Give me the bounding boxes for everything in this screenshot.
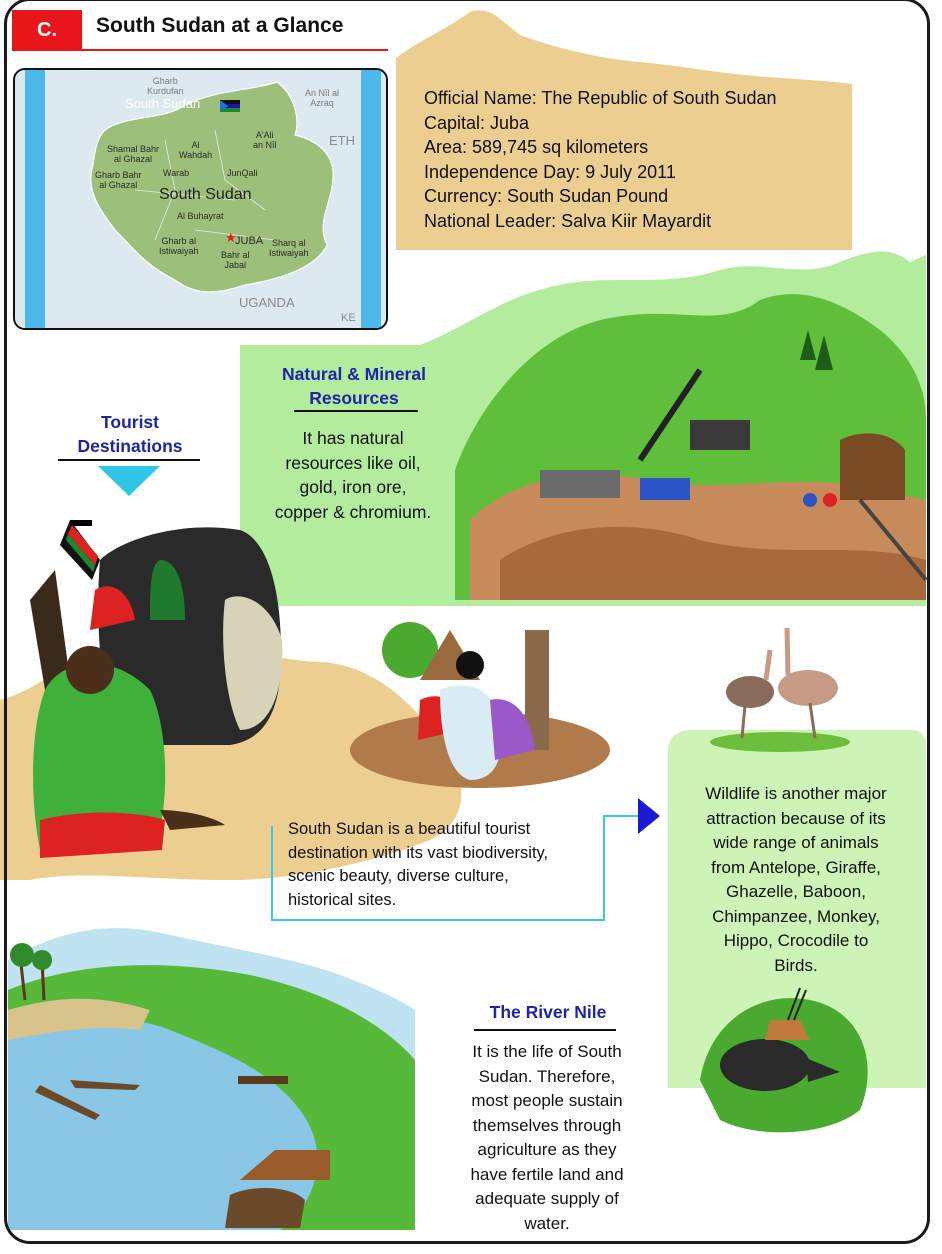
section-badge: C. [12,10,82,50]
fact-official-name: Official Name: The Republic of South Sudan [424,88,777,108]
map-label-ke: KE [341,312,356,324]
tourist-text-line: South Sudan is a beautiful tourist [288,820,531,838]
natural-resources-title [262,362,446,410]
fact-national-leader: National Leader: Salva Kiir Mayardit [424,210,712,231]
country-facts [424,86,777,233]
map-label-eth: ETH [329,133,355,148]
map-label-al-wahdah: Al Wahdah [179,140,213,160]
map-label-bahr-al-jabal: Bahr al Jabal [221,250,250,270]
fact-currency: Currency: South Sudan Pound [424,186,669,206]
fact-area: Area: 589,745 sq kilometers [424,137,649,157]
wildlife-text-line: Ghazelle, Baboon, [726,882,866,901]
map-label-uganda: UGANDA [239,295,295,310]
wildlife-text-line: Chimpanzee, Monkey, [712,906,880,926]
tourist-destinations-title [60,410,200,458]
wildlife-text-line: attraction because of its [706,808,886,828]
map-label-warab: Warab [163,168,190,178]
river-text-line: It is the life of South [472,1042,622,1061]
tourist-title-line-2: Destinations [77,436,183,456]
map-label-an-nil-al-azraq: An Nīl al Azraq [305,88,340,108]
river-title-rule [474,1029,616,1031]
wildlife-text-line: Wildlife is another major [705,784,887,803]
map-label-junqali: JunQali [227,168,258,178]
river-text-line: most people sustain [471,1091,623,1110]
wildlife-text-line: Hippo, Crocodile to [723,931,869,950]
map-label-country-top: South Sudan [125,96,201,111]
map-label-al-buhayrat: Al Buhayrat [177,211,224,221]
wildlife-text [674,782,918,978]
map-label-country-main: South Sudan [159,186,252,203]
map-label-juba: JUBA [235,235,264,247]
map-label-aali-an-nil: A'Ali an Nīl [253,130,277,150]
natural-resources-text [254,426,452,524]
river-nile-title: The River Nile [489,1002,607,1022]
river-text-line: water. [524,1213,570,1233]
natural-title-rule [294,410,418,412]
tourist-text-line: destination with its vast biodiversity, [288,843,549,862]
map-label-gharb-bahr-al-ghazal: Gharb Bahr al Ghazal [95,170,142,190]
natural-title-line-2: Resources [309,388,399,408]
wildlife-text-line: from Antelope, Giraffe, [711,857,881,877]
river-text-line: agriculture as they [477,1140,617,1159]
tourist-text-line: historical sites. [288,890,397,909]
map-label-gharb-kurdufan: Gharb Kurdufan [147,76,184,96]
river-nile-text [440,1040,654,1236]
map-label-shamal-bahr-al-ghazal: Shamal Bahr al Ghazal [107,144,160,164]
natural-title-line-1: Natural & Mineral [282,364,426,384]
wildlife-text-line: wide range of animals [713,833,879,852]
map-label-gharb-al-istiwaiyah: Gharb al Istiwaiyah [159,236,199,256]
wildlife-text-line: Birds. [774,955,818,975]
fact-independence-day: Independence Day: 9 July 2011 [424,161,676,182]
south-sudan-map [13,68,388,330]
fact-capital: Capital: Juba [424,112,530,133]
river-text-line: themselves through [472,1115,622,1135]
river-text-line: adequate supply of [475,1189,619,1208]
svg-text:★: ★ [225,231,237,246]
tourist-title-line-1: Tourist [100,412,159,432]
page-title: South Sudan at a Glance [96,14,344,37]
tourist-caption [288,818,548,912]
map-label-sharq-al-istiwaiyah: Sharq al Istiwaiyah [269,238,309,258]
natural-text-line: copper & chromium. [274,501,432,522]
natural-text-line: gold, iron ore, [299,477,407,497]
tourist-title-rule [58,459,200,461]
river-text-line: have fertile land and [470,1164,624,1184]
title-underline [12,49,388,51]
river-text-line: Sudan. Therefore, [478,1066,616,1086]
natural-text-line: It has natural [302,428,404,448]
tourist-text-line: scenic beauty, diverse culture, [288,867,509,885]
natural-text-line: resources like oil, [285,452,421,473]
